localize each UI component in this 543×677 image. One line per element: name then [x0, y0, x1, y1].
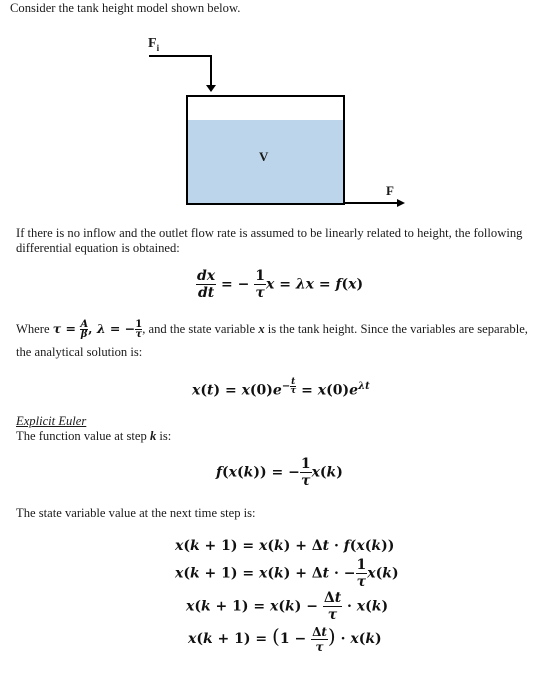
- paragraph-1-line-2: differential equation is obtained:: [16, 241, 180, 255]
- analytical-solution-equation: $x(t) = x(0)e^{- \frac{t}{\tau}}$ = $x(0)e^{\lambda t}$: [192, 377, 370, 399]
- volume-label: V: [259, 149, 269, 164]
- update-equation-1: x(k + 1) = x(k) + Δt · f(x(k)): [175, 538, 395, 554]
- where-line: Where τ = $\frac{A}{\beta}$ , λ = − $\frac{1}{\tau}$ , and the state variable x is the tank height. Since the variables are separable,: [16, 319, 528, 340]
- update-equation-4: x(k + 1) = (1 − $\frac{\Delta t}{\tau}$ ) · x(k): [188, 624, 382, 654]
- tank-diagram: [140, 34, 420, 214]
- inflow-pipe: [149, 56, 211, 86]
- paragraph-1: [16, 226, 541, 256]
- function-value-equation: f(x(k)) = − $\frac{1}{\tau}$ x(k): [216, 456, 343, 489]
- update-equation-2: x(k + 1) = x(k) + Δt · − $\frac{1}{\tau}$ x(k): [175, 557, 399, 590]
- paragraph-2-line-2: the analytical solution is:: [16, 345, 143, 359]
- next-step-text: The state variable value at the next time step is:: [16, 506, 256, 520]
- paragraph-1-line-1: If there is no inflow and the outlet flow rate is assumed to be linearly related to height, the following: [16, 226, 523, 240]
- intro-text: Consider the tank height model shown below.: [10, 1, 241, 15]
- section-title-explicit-euler: Explicit Euler: [16, 414, 87, 428]
- outflow-label: F: [386, 183, 394, 198]
- inflow-arrowhead: [206, 85, 216, 92]
- ode-equation: $\frac{dx}{dt}$ = − $\frac{1}{\tau}$ x = λx = f(x): [197, 268, 364, 301]
- inflow-label: $F_i$: [148, 36, 160, 53]
- outflow-arrowhead: [397, 199, 405, 207]
- step-text: The function value at step k is:: [16, 429, 172, 443]
- update-equation-3: x(k + 1) = x(k) − $\frac{\Delta t}{\tau}$ · x(k): [186, 590, 389, 623]
